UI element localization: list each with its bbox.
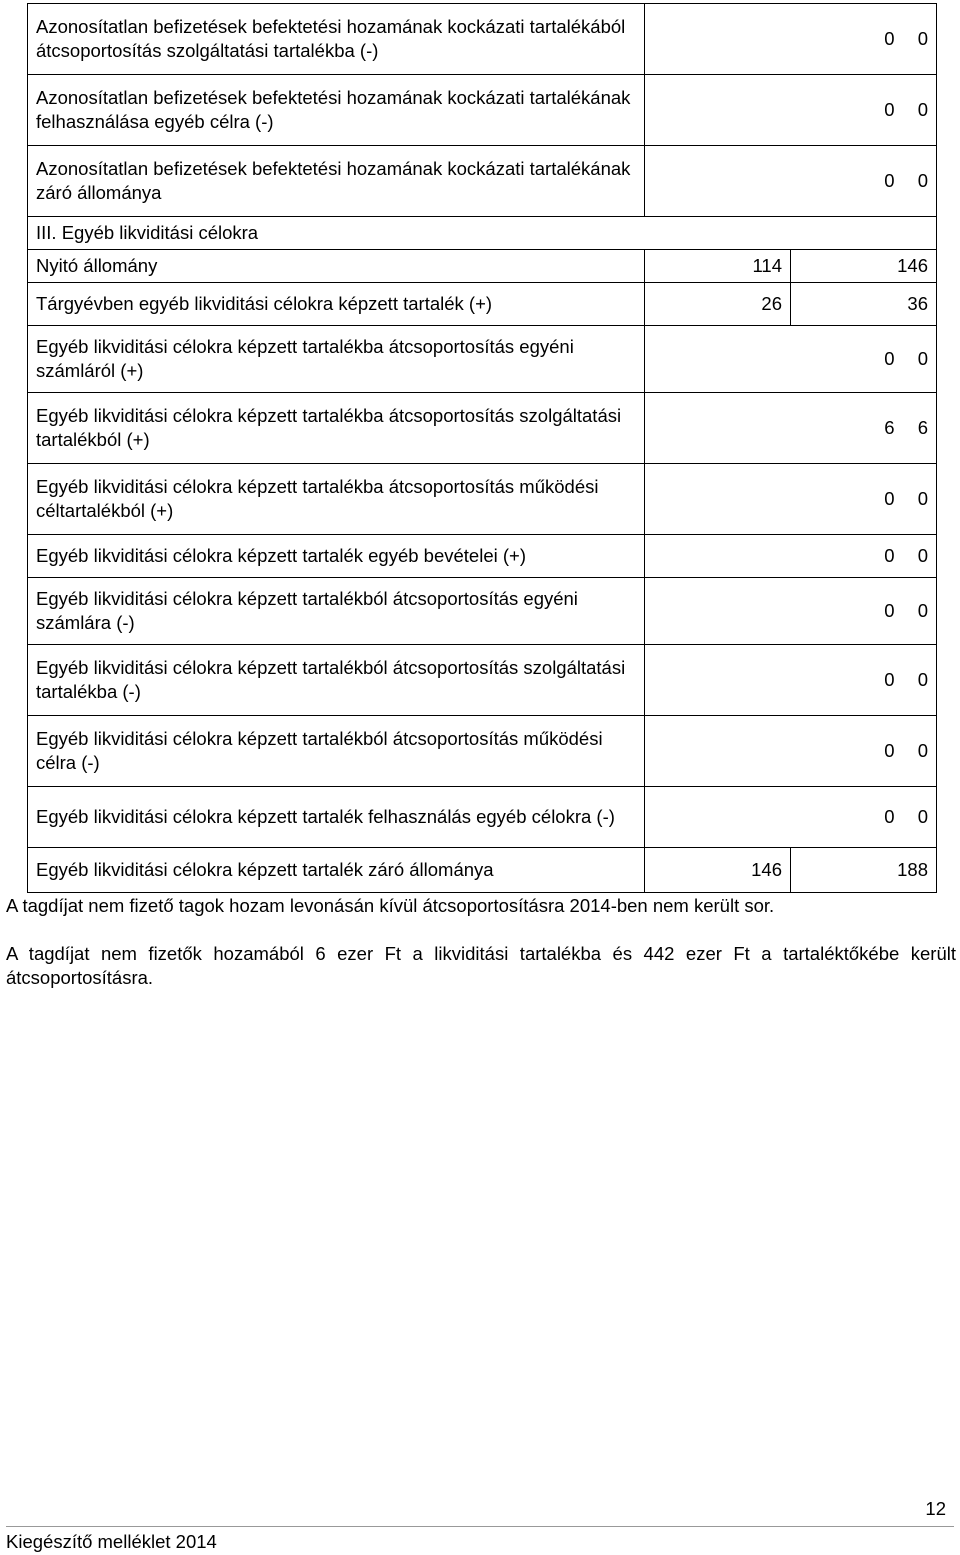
row-label: Egyéb likviditási célokra képzett tartalék záró állománya (28, 848, 645, 893)
row-values: 0 0 (645, 787, 937, 848)
row-label: Egyéb likviditási célokra képzett tartalékba átcsoportosítás szolgáltatási tartalékból (+) (28, 393, 645, 464)
row-values: 0 0 (645, 326, 937, 393)
table-row (28, 75, 937, 146)
row-value-current: 146 (791, 250, 937, 283)
row-values: 0 0 (645, 578, 937, 645)
section-heading-row (28, 217, 937, 250)
table-row (28, 716, 937, 787)
row-label: Egyéb likviditási célokra képzett tartalékba átcsoportosítás működési céltartalékból (+) (28, 464, 645, 535)
row-value-current: 36 (791, 283, 937, 326)
table-row (28, 787, 937, 848)
table-row (28, 4, 937, 75)
row-label: Egyéb likviditási célokra képzett tartalékba átcsoportosítás egyéni számláról (+) (28, 326, 645, 393)
footer-divider (6, 1526, 954, 1527)
row-value-previous: 146 (645, 848, 791, 893)
table-row (28, 848, 937, 893)
row-label: Azonosítatlan befizetések befektetési hozamának kockázati tartalékának záró állománya (28, 146, 645, 217)
row-label: Azonosítatlan befizetések befektetési hozamának kockázati tartalékának felhasználása egyéb célra (-) (28, 75, 645, 146)
row-label: Egyéb likviditási célokra képzett tartalék egyéb bevételei (+) (28, 535, 645, 578)
table-row (28, 326, 937, 393)
section-heading: III. Egyéb likviditási célokra (28, 217, 937, 250)
row-value-current: 188 (791, 848, 937, 893)
table-row (28, 250, 937, 283)
row-value-previous: 114 (645, 250, 791, 283)
paragraph-yield-allocation: A tagdíjat nem fizetők hozamából 6 ezer Ft a likviditási tartalékba és 442 ezer Ft a tartaléktőkébe került átcsoportosításra. (6, 943, 956, 988)
row-values: 0 0 (645, 535, 937, 578)
row-label: Egyéb likviditási célokra képzett tartalékból átcsoportosítás egyéni számlára (-) (28, 578, 645, 645)
row-label: Nyitó állomány (28, 250, 645, 283)
table-row (28, 535, 937, 578)
row-value-previous: 26 (645, 283, 791, 326)
row-values: 0 0 (645, 716, 937, 787)
page-number: 12 (925, 1498, 946, 1519)
footer-title: Kiegészítő melléklet 2014 (6, 1531, 217, 1552)
row-values: 0 0 (645, 4, 937, 75)
table-row (28, 146, 937, 217)
row-values: 0 0 (645, 645, 937, 716)
row-values: 6 6 (645, 393, 937, 464)
reserve-table (27, 3, 937, 893)
row-values: 0 0 (645, 464, 937, 535)
row-values: 0 0 (645, 75, 937, 146)
paragraph-transfers-note: A tagdíjat nem fizető tagok hozam levonásán kívül átcsoportosításra 2014-ben nem került sor. (6, 895, 775, 916)
row-values: 0 0 (645, 146, 937, 217)
row-label: Azonosítatlan befizetések befektetési hozamának kockázati tartalékából átcsoportosítás szolgáltatási tartalékba (-) (28, 4, 645, 75)
table-row (28, 645, 937, 716)
table-row (28, 283, 937, 326)
table-row (28, 578, 937, 645)
row-label: Egyéb likviditási célokra képzett tartalékból átcsoportosítás szolgáltatási tartalékba (-) (28, 645, 645, 716)
table-row (28, 393, 937, 464)
row-label: Egyéb likviditási célokra képzett tartalék felhasználás egyéb célokra (-) (28, 787, 645, 848)
table-row (28, 464, 937, 535)
row-label: Tárgyévben egyéb likviditási célokra képzett tartalék (+) (28, 283, 645, 326)
row-label: Egyéb likviditási célokra képzett tartalékból átcsoportosítás működési célra (-) (28, 716, 645, 787)
